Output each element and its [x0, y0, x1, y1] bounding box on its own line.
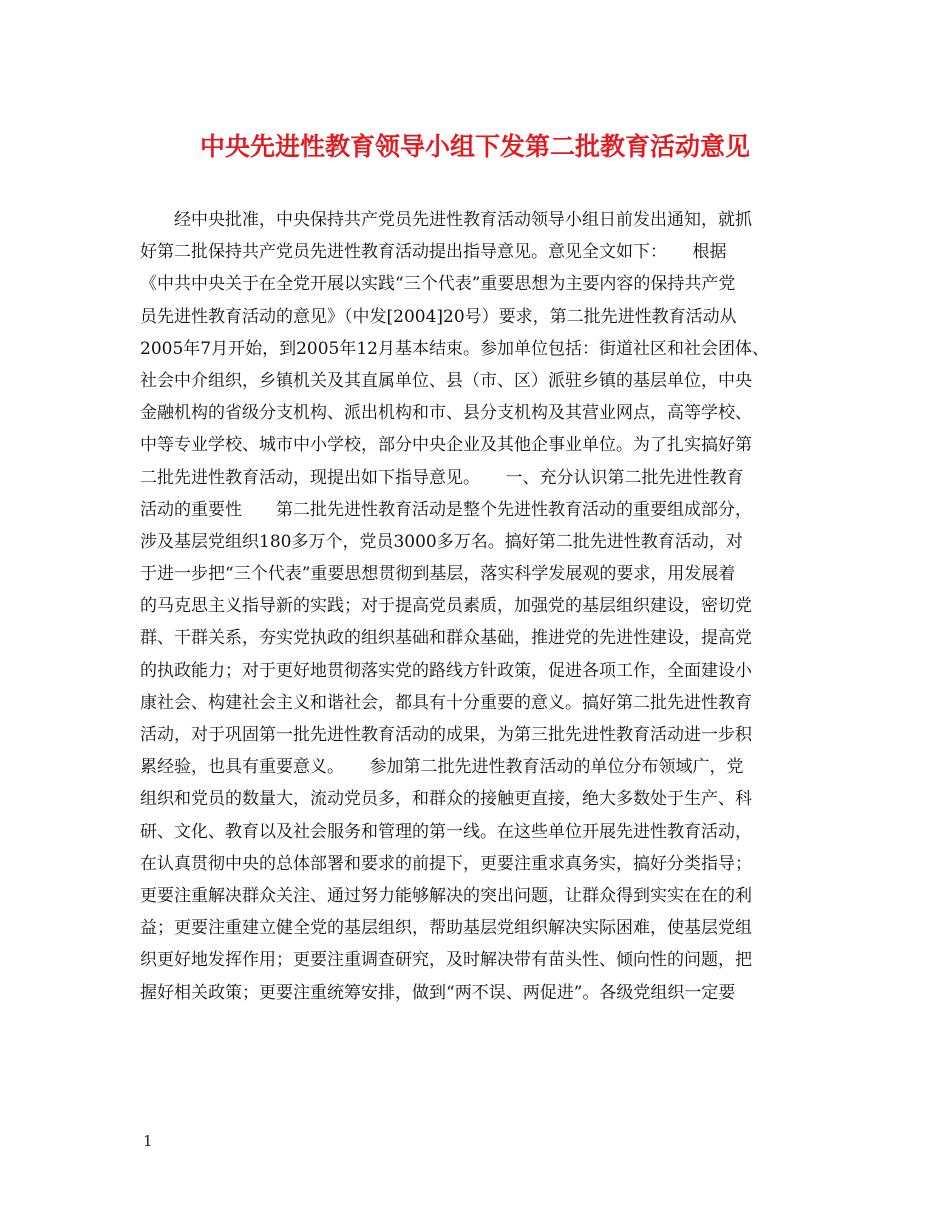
- text-line: 中等专业学校、城市中小学校，部分中央企业及其他企事业单位。为了扎实搞好第: [140, 435, 752, 456]
- body-paragraph: [140, 204, 820, 1009]
- text-line: 经中央批准，中央保持共产党员先进性教育活动领导小组日前发出通知，就抓: [174, 210, 752, 230]
- text-line: 益；更要注重建立健全党的基层组织，帮助基层党组织解决实际困难，使基层党组: [140, 918, 752, 939]
- text-line: 在认真贯彻中央的总体部署和要求的前提下，更要注重求真务实，搞好分类指导；: [140, 853, 752, 874]
- text-line: 织更好地发挥作用；更要注重调查研究，及时解决带有苗头性、倾向性的问题，把: [140, 950, 752, 971]
- text-line: 累经验，也具有重要意义。 参加第二批先进性教育活动的单位分布领域广，党: [140, 757, 744, 778]
- text-line: 员先进性教育活动的意见》（中发[2004]20号）要求，第二批先进性教育活动从: [140, 306, 737, 327]
- page-number: 1: [143, 1132, 153, 1150]
- text-line: 二批先进性教育活动，现提出如下指导意见。 一、充分认识第二批先进性教育: [140, 467, 744, 488]
- text-line: 于进一步把“三个代表”重要思想贯彻到基层，落实科学发展观的要求，用发展着: [140, 564, 736, 585]
- text-line: 涉及基层党组织180多万个，党员3000多万名。搞好第二批先进性教育活动，对: [140, 531, 743, 552]
- text-line: 2005年7月开始，到2005年12月基本结束。参加单位包括：街道社区和社会团体、: [140, 338, 769, 359]
- text-line: 社会中介组织，乡镇机关及其直属单位、县（市、区）派驻乡镇的基层单位，中央: [140, 370, 752, 391]
- text-line: 群、干群关系，夯实党执政的组织基础和群众基础，推进党的先进性建设，提高党: [140, 628, 752, 649]
- text-line: 金融机构的省级分支机构、派出机构和市、县分支机构及其营业网点，高等学校、: [140, 403, 752, 424]
- text-line: 握好相关政策；更要注重统筹安排，做到“两不误、两促进”。各级党组织一定要: [140, 982, 736, 1003]
- text-line: 康社会、构建社会主义和谐社会，都具有十分重要的意义。搞好第二批先进性教育: [140, 692, 752, 713]
- text-line: 好第二批保持共产党员先进性教育活动提出指导意见。意见全文如下： 根据: [140, 242, 727, 263]
- document-title: 中央先进性教育领导小组下发第二批教育活动意见: [199, 132, 750, 161]
- text-line: 研、文化、教育以及社会服务和管理的第一线。在这些单位开展先进性教育活动，: [140, 821, 752, 842]
- text-line: 活动的重要性 第二批先进性教育活动是整个先进性教育活动的重要组成部分，: [140, 499, 752, 520]
- text-line: 组织和党员的数量大，流动党员多，和群众的接触更直接，绝大多数处于生产、科: [140, 789, 752, 810]
- text-line: 的马克思主义指导新的实践；对于提高党员素质，加强党的基层组织建设，密切党: [140, 596, 752, 617]
- text-line: 更要注重解决群众关注、通过努力能够解决的突出问题，让群众得到实实在在的利: [140, 885, 752, 906]
- text-line: 的执政能力；对于更好地贯彻落实党的路线方针政策，促进各项工作，全面建设小: [140, 660, 752, 681]
- text-line: 《中共中央关于在全党开展以实践“三个代表”重要思想为主要内容的保持共产党: [140, 274, 736, 295]
- text-line: 活动，对于巩固第一批先进性教育活动的成果，为第三批先进性教育活动进一步积: [140, 725, 752, 745]
